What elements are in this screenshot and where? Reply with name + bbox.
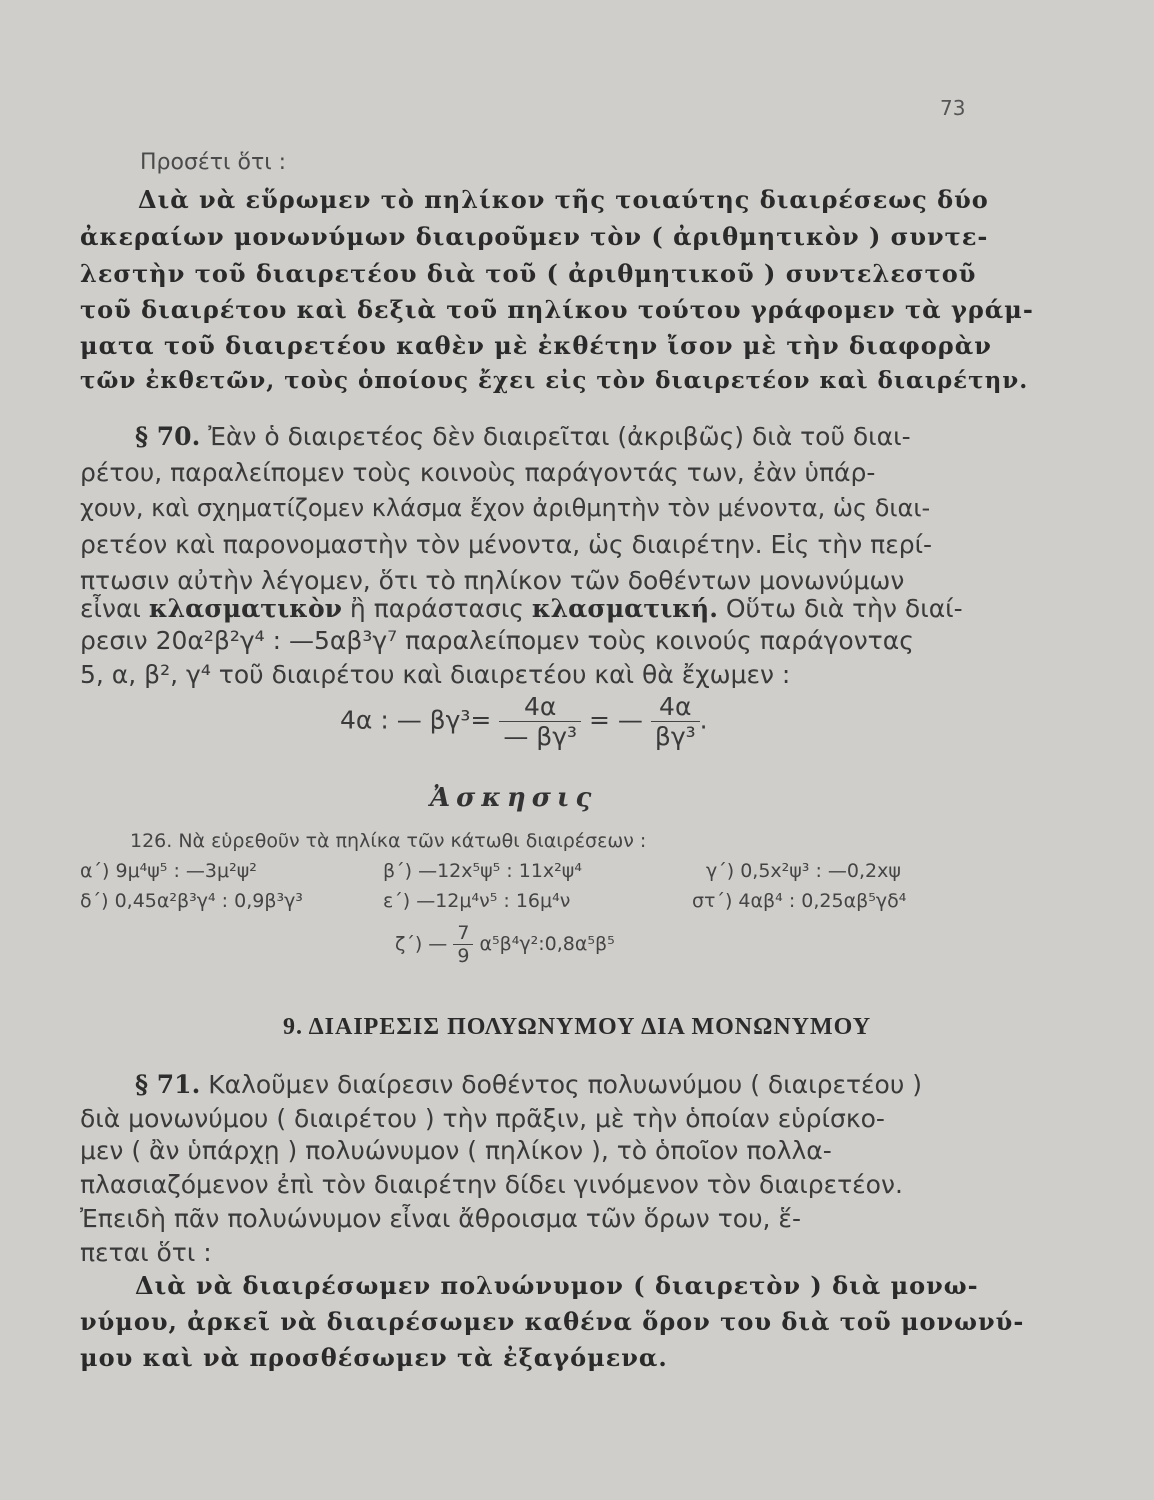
section-71-text: Καλοῦμεν διαίρεσιν δοθέντος πολυωνύμου ( διαιρετέου ) (208, 1070, 923, 1099)
exercise-c: γ΄) 0,5x²ψ³ : —0,2xψ (706, 860, 901, 882)
equation-middle: = — (589, 705, 643, 735)
section-70-text: Ἐὰν ὁ διαιρετέος δὲν διαιρεῖται (ἀκριβῶς) διὰ τοῦ διαι- (208, 422, 911, 451)
section-71-number: § 71. (135, 1070, 201, 1099)
page-number: 73 (940, 96, 966, 120)
rule1-line: λεστὴν τοῦ διαιρετέου διὰ τοῦ ( ἀριθμητικοῦ ) συντελεστοῦ (80, 259, 977, 288)
exercise-d: δ΄) 0,45α²β³γ⁴ : 0,9β³γ³ (80, 890, 303, 912)
fraction-denominator: 9 (457, 945, 470, 967)
exercise-z-fraction (453, 922, 473, 967)
rule2-line: Διὰ νὰ διαιρέσωμεν πολυώνυμον ( διαιρετὸν ) διὰ μονω- (135, 1271, 979, 1300)
rule1-line: ματα τοῦ διαιρετέου καθὲν μὲ ἐκθέτην ἴσον μὲ τὴν διαφορὰν (80, 331, 992, 360)
section-71-line: Ἐπειδὴ πᾶν πολυώνυμον εἶναι ἄθροισμα τῶν ὅρων του, ἕ- (80, 1204, 801, 1233)
section-70-line: ρέτου, παραλείπομεν τοὺς κοινοὺς παράγοντάς των, ἐὰν ὑπάρ- (80, 458, 876, 487)
section-71-line: πεται ὅτι : (80, 1238, 212, 1267)
text-fragment: Οὕτω διὰ τὴν διαί- (717, 594, 963, 623)
fraction-1 (499, 692, 581, 751)
section-70-first-line (135, 422, 1135, 451)
fraction-2 (651, 692, 700, 751)
equation-end: . (699, 705, 708, 735)
rule1-line: ἀκεραίων μονωνύμων διαιροῦμεν τὸν ( ἀριθμητικὸν ) συντε- (80, 222, 989, 251)
exercise-z-label: ζ΄) — (395, 933, 448, 955)
exercise-intro: 126. Νὰ εὑρεθοῦν τὰ πηλίκα τῶν κάτωθι διαιρέσεων : (130, 830, 647, 852)
fraction-denominator: — βγ³ (503, 722, 578, 751)
term-klasmatiki: κλασματική. (531, 594, 718, 623)
text-fragment: ἢ παράστασις (341, 594, 532, 623)
text-fragment: εἶναι (80, 594, 149, 623)
equation-left: 4α : — βγ³= (340, 705, 492, 735)
section-70-line: ρετέον καὶ παρονομαστὴν τὸν μένοντα, ὡς διαιρέτην. Εἰς τὴν περί- (80, 530, 933, 559)
section-70-number: § 70. (135, 422, 201, 451)
section-70-line: πτωσιν αὐτὴν λέγομεν, ὅτι τὸ πηλίκον τῶν δοθέντων μονωνύμων (80, 566, 905, 595)
section-70-line-6 (80, 594, 1080, 623)
section-71-line: διὰ μονωνύμου ( διαιρέτου ) τὴν πρᾶξιν, μὲ τὴν ὁποίαν εὑρίσκο- (80, 1104, 885, 1133)
rule2-line: νύμου, ἀρκεῖ νὰ διαιρέσωμεν καθένα ὅρον του διὰ τοῦ μονωνύ- (80, 1307, 1025, 1336)
exercise-e: ε΄) —12μ⁴ν⁵ : 16μ⁴ν (383, 890, 571, 912)
section-71-line: πλασιαζόμενον ἐπὶ τὸν διαιρέτην δίδει γινόμενον τὸν διαιρετέον. (80, 1170, 903, 1199)
exercise-z (395, 922, 615, 967)
exercises-title: Ἀσκησις (430, 783, 598, 813)
exercise-b: β΄) —12x⁵ψ⁵ : 11x²ψ⁴ (383, 860, 582, 882)
fraction-numerator: 4α (499, 692, 581, 722)
equation (340, 692, 708, 751)
rule1-line: τοῦ διαιρέτου καὶ δεξιὰ τοῦ πηλίκου τούτου γράφομεν τὰ γράμ- (80, 295, 1034, 324)
fraction-numerator: 4α (651, 692, 700, 722)
rule1-line: Διὰ νὰ εὕρωμεν τὸ πηλίκον τῆς τοιαύτης διαιρέσεως δύο (138, 185, 989, 214)
section-70-line: χουν, καὶ σχηματίζομεν κλάσμα ἔχον ἀριθμητὴν τὸν μένοντα, ὡς διαι- (80, 494, 931, 522)
intro-text: Προσέτι ὅτι : (140, 150, 287, 175)
chapter-heading: 9. ΔΙΑΙΡΕΣΙΣ ΠΟΛΥΩΝΥΜΟΥ ΔΙΑ ΜΟΝΩΝΥΜΟΥ (282, 1014, 872, 1040)
section-70-line: ρεσιν 20α²β²γ⁴ : —5αβ³γ⁷ παραλείπομεν τοὺς κοινούς παράγοντας (80, 626, 914, 655)
section-71-line: μεν ( ἂν ὑπάρχῃ ) πολυώνυμον ( πηλίκον ), τὸ ὁποῖον πολλα- (80, 1136, 832, 1165)
section-71-first-line (135, 1070, 1135, 1099)
rule2-line: μου καὶ νὰ προσθέσωμεν τὰ ἐξαγόμενα. (80, 1343, 668, 1372)
section-70-line: 5, α, β², γ⁴ τοῦ διαιρέτου καὶ διαιρετέου καὶ θὰ ἔχωμεν : (80, 660, 791, 689)
exercise-z-expression: α⁵β⁴γ²:0,8α⁵β⁵ (479, 933, 615, 955)
rule1-line: τῶν ἐκθετῶν, τοὺς ὁποίους ἔχει εἰς τὸν διαιρετέον καὶ διαιρέτην. (80, 367, 1029, 394)
fraction-denominator: βγ³ (654, 722, 696, 751)
term-klasmatikon: κλασματικὸν (148, 594, 342, 623)
exercise-a: α΄) 9μ⁴ψ⁵ : —3μ²ψ² (80, 860, 257, 882)
exercise-st: στ΄) 4αβ⁴ : 0,25αβ⁵γδ⁴ (692, 890, 907, 912)
fraction-numerator: 7 (453, 922, 473, 945)
